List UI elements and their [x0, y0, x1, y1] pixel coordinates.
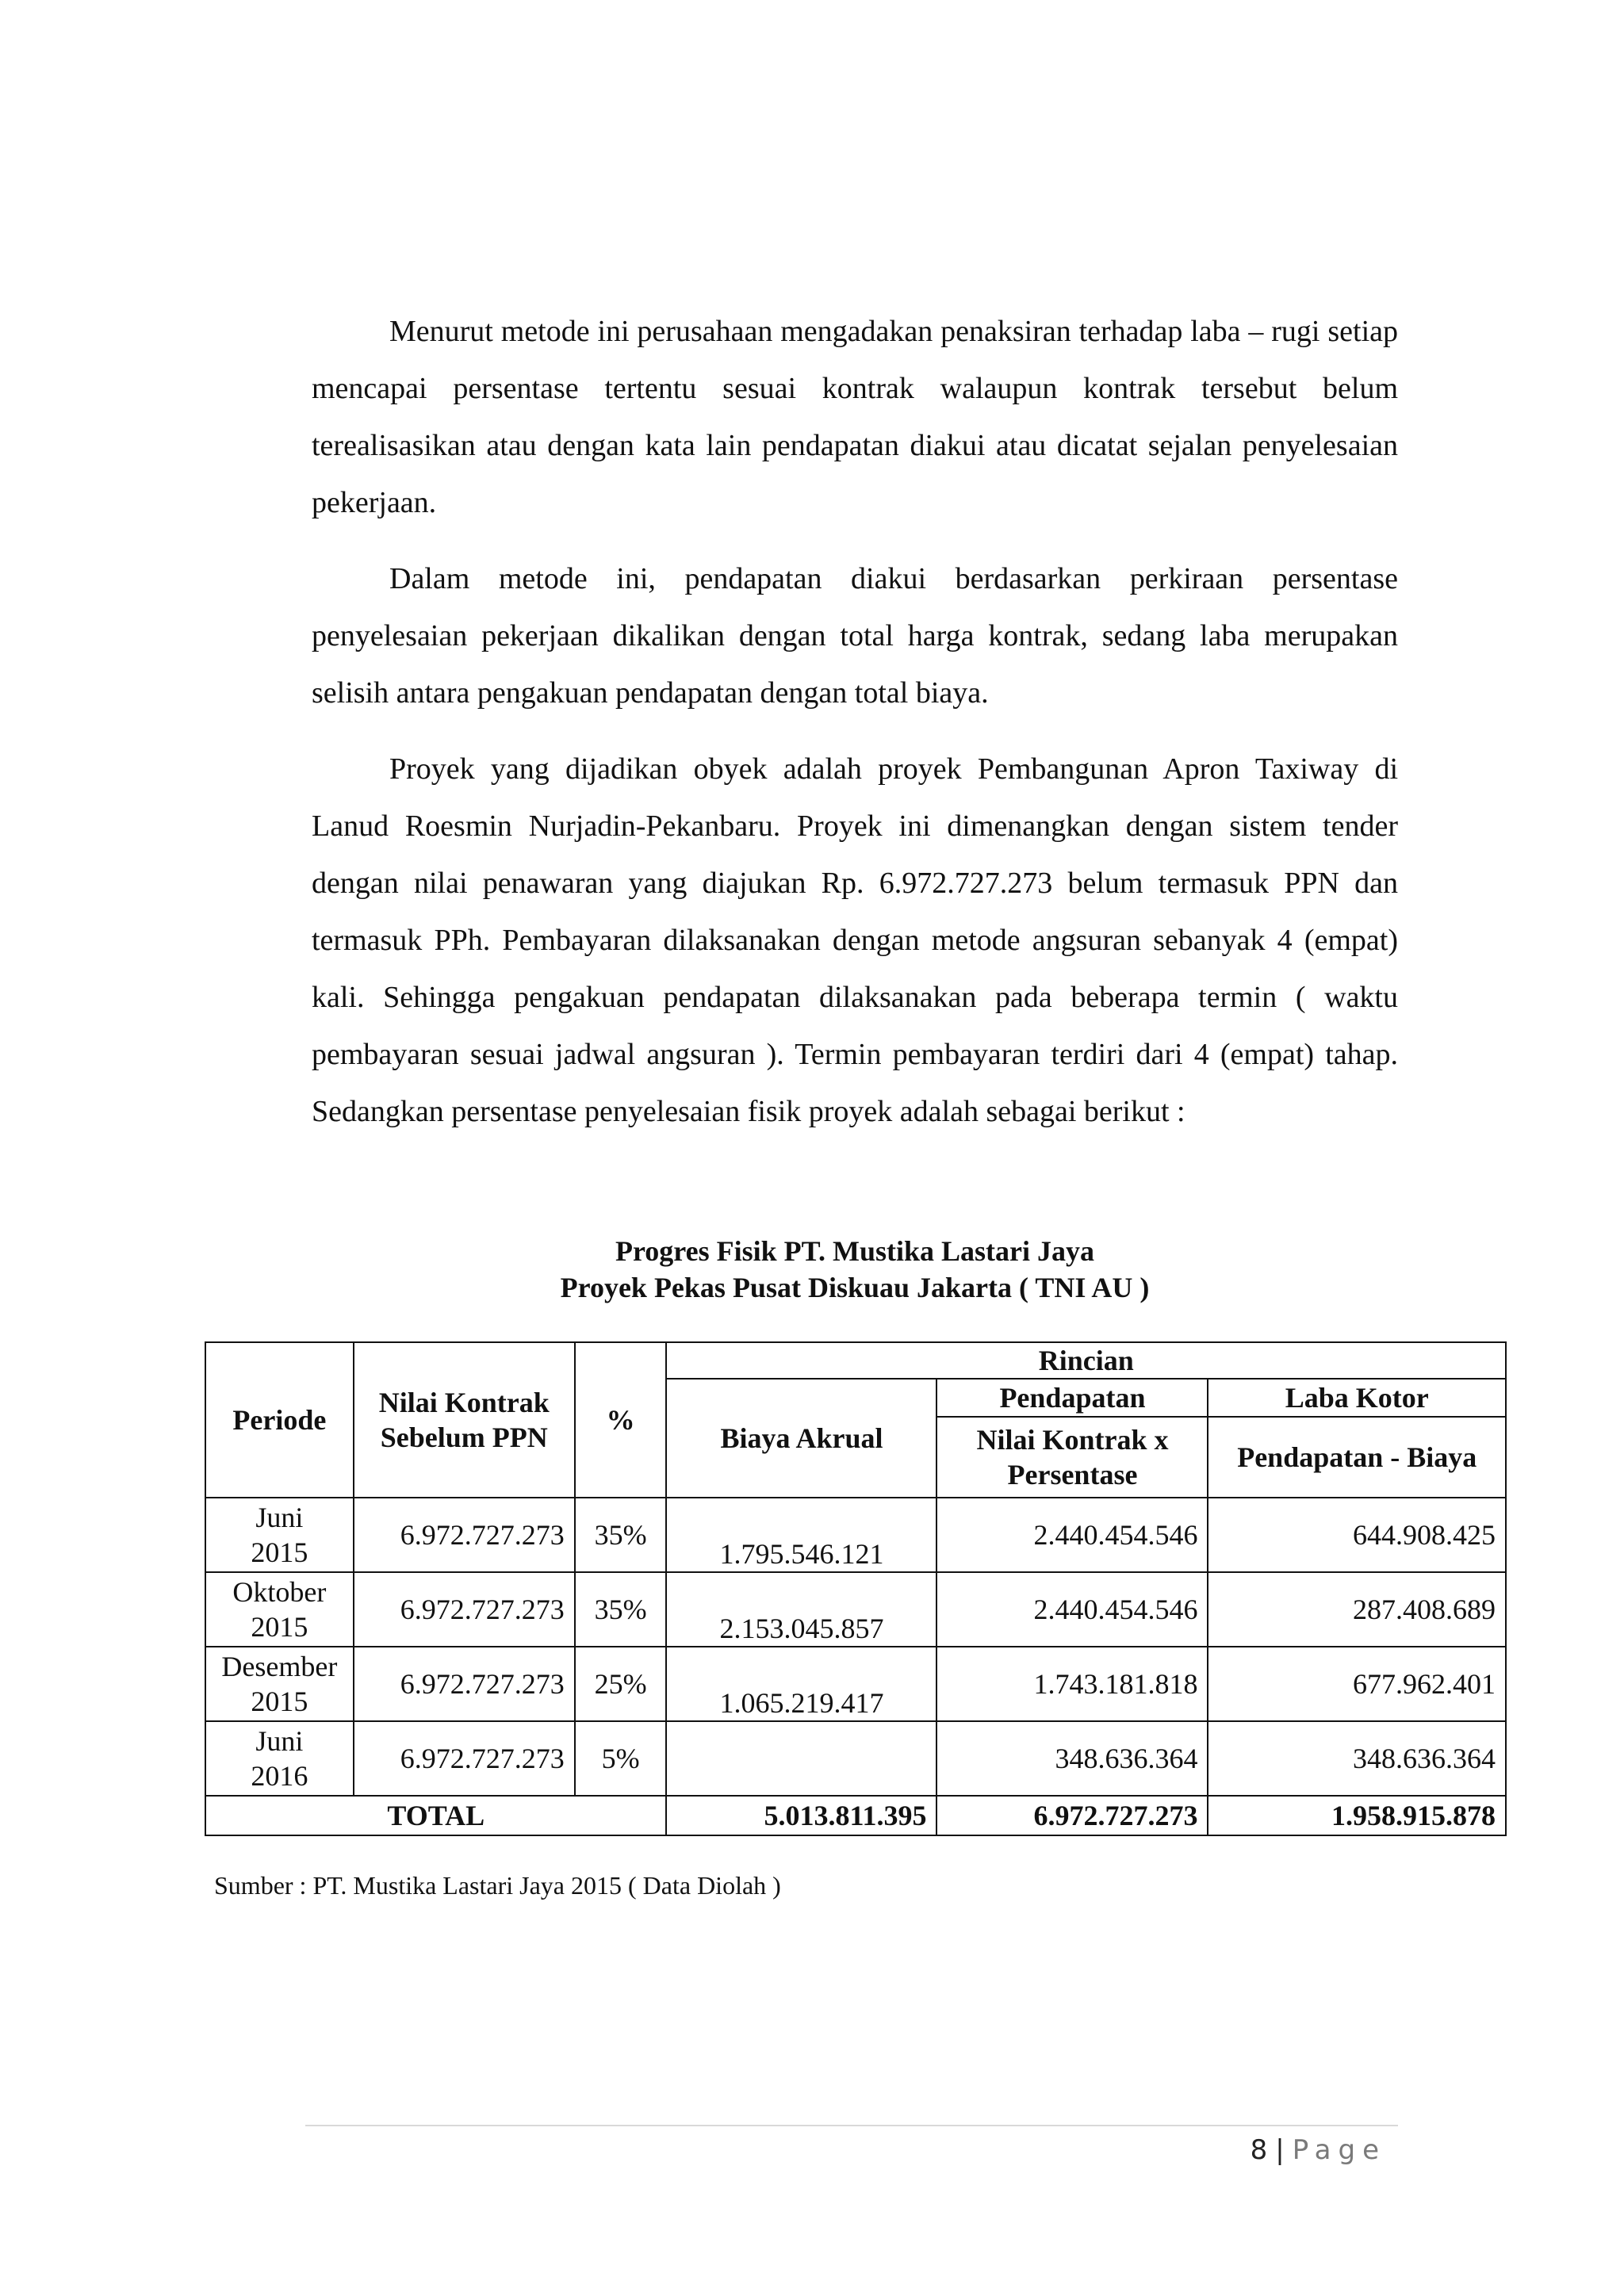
cell-periode [205, 1721, 354, 1796]
header-rincian: Rincian [666, 1342, 1506, 1379]
header-nilai-persentase [936, 1417, 1208, 1498]
period-year: 2016 [251, 1760, 308, 1792]
header-pendapatan: Pendapatan [936, 1379, 1208, 1417]
total-biaya: 5.013.811.395 [666, 1796, 936, 1835]
cell-persen: 25% [575, 1647, 667, 1721]
cell-periode [205, 1647, 354, 1721]
cell-nilai-kontrak: 6.972.727.273 [354, 1572, 575, 1647]
total-laba: 1.958.915.878 [1208, 1796, 1506, 1835]
cell-nilai-kontrak: 6.972.727.273 [354, 1498, 575, 1572]
table-caption-subtitle: Proyek Pekas Pusat Diskuau Jakarta ( TNI AU ) [560, 1272, 1150, 1303]
period-month: Desember [221, 1651, 338, 1682]
cell-biaya-akrual: 1.795.546.121 [666, 1498, 936, 1572]
progress-table [205, 1341, 1507, 1836]
cell-periode [205, 1498, 354, 1572]
page-label: Page [1292, 2134, 1386, 2166]
cell-nilai-kontrak: 6.972.727.273 [354, 1647, 575, 1721]
table-caption-title: Progres Fisik PT. Mustika Lastari Jaya [615, 1235, 1094, 1267]
header-nilai-kontrak [354, 1342, 575, 1498]
header-nilai-persentase-line1: Nilai Kontrak x [976, 1424, 1169, 1456]
header-persen: % [575, 1342, 667, 1498]
period-month: Oktober [232, 1576, 327, 1608]
total-pendapatan: 6.972.727.273 [936, 1796, 1208, 1835]
cell-laba-kotor: 677.962.401 [1208, 1647, 1506, 1721]
header-biaya-akrual: Biaya Akrual [666, 1379, 936, 1498]
cell-pendapatan: 2.440.454.546 [936, 1498, 1208, 1572]
period-month: Juni [255, 1502, 304, 1533]
period-year: 2015 [251, 1686, 308, 1717]
total-row [205, 1796, 1506, 1835]
body-text [312, 303, 1398, 1140]
period-year: 2015 [251, 1611, 308, 1643]
header-laba-kotor: Laba Kotor [1208, 1379, 1506, 1417]
cell-laba-kotor: 348.636.364 [1208, 1721, 1506, 1796]
paragraph-2: Dalam metode ini, pendapatan diakui berdasarkan perkiraan persentase penyelesaian pekerjaan dikalikan dengan total harga kontrak, sedang laba merupakan selisih antara pengakuan pendapatan dengan total biaya. [312, 562, 1398, 710]
cell-laba-kotor: 644.908.425 [1208, 1498, 1506, 1572]
header-row-1 [205, 1342, 1506, 1379]
header-nilai-kontrak-line1: Nilai Kontrak [378, 1387, 550, 1418]
cell-persen: 35% [575, 1498, 667, 1572]
cell-biaya-akrual: 2.153.045.857 [666, 1572, 936, 1647]
footer-separator: | [1275, 2134, 1285, 2166]
total-label: TOTAL [205, 1796, 666, 1835]
page-number: 8 [1250, 2134, 1268, 2166]
paragraph-3: Proyek yang dijadikan obyek adalah proyek Pembangunan Apron Taxiway di Lanud Roesmin Nurjadin-Pekanbaru. Proyek ini dimenangkan dengan sistem tender dengan nilai penawaran yang diajukan Rp. 6.972.727.273 belum termasuk PPN dan termasuk PPh. Pembayaran dilaksanakan dengan metode angsuran sebanyak 4 (empat) kali. Sehingga pengakuan pendapatan dilaksanakan pada beberapa termin ( waktu pembayaran sesuai jadwal angsuran ). Termin pembayaran terdiri dari 4 (empat) tahap. Sedangkan persentase penyelesaian fisik proyek adalah sebagai berikut : [312, 752, 1398, 1128]
source-note: Sumber : PT. Mustika Lastari Jaya 2015 ( Data Diolah ) [214, 1871, 781, 1900]
period-month: Juni [255, 1725, 304, 1757]
table-row [205, 1572, 1506, 1647]
period-year: 2015 [251, 1536, 308, 1568]
cell-biaya-akrual: 1.065.219.417 [666, 1647, 936, 1721]
cell-persen: 5% [575, 1721, 667, 1796]
header-pendapatan-biaya: Pendapatan - Biaya [1208, 1417, 1506, 1498]
footer-divider [305, 2125, 1398, 2126]
page-footer [1251, 2133, 1386, 2168]
cell-biaya-akrual [666, 1721, 936, 1796]
cell-periode [205, 1572, 354, 1647]
table-row [205, 1498, 1506, 1572]
cell-pendapatan: 348.636.364 [936, 1721, 1208, 1796]
header-periode: Periode [205, 1342, 354, 1498]
cell-persen: 35% [575, 1572, 667, 1647]
header-nilai-persentase-line2: Persentase [1007, 1459, 1138, 1490]
table-row [205, 1721, 1506, 1796]
paragraph-1: Menurut metode ini perusahaan mengadakan penaksiran terhadap laba – rugi setiap mencapai persentase tertentu sesuai kontrak walaupun kontrak tersebut belum terealisasikan atau dengan kata lain pendapatan diakui atau dicatat sejalan penyelesaian pekerjaan. [312, 315, 1398, 519]
table-row [205, 1647, 1506, 1721]
cell-laba-kotor: 287.408.689 [1208, 1572, 1506, 1647]
header-nilai-kontrak-line2: Sebelum PPN [380, 1422, 548, 1453]
cell-nilai-kontrak: 6.972.727.273 [354, 1721, 575, 1796]
cell-pendapatan: 1.743.181.818 [936, 1647, 1208, 1721]
cell-pendapatan: 2.440.454.546 [936, 1572, 1208, 1647]
